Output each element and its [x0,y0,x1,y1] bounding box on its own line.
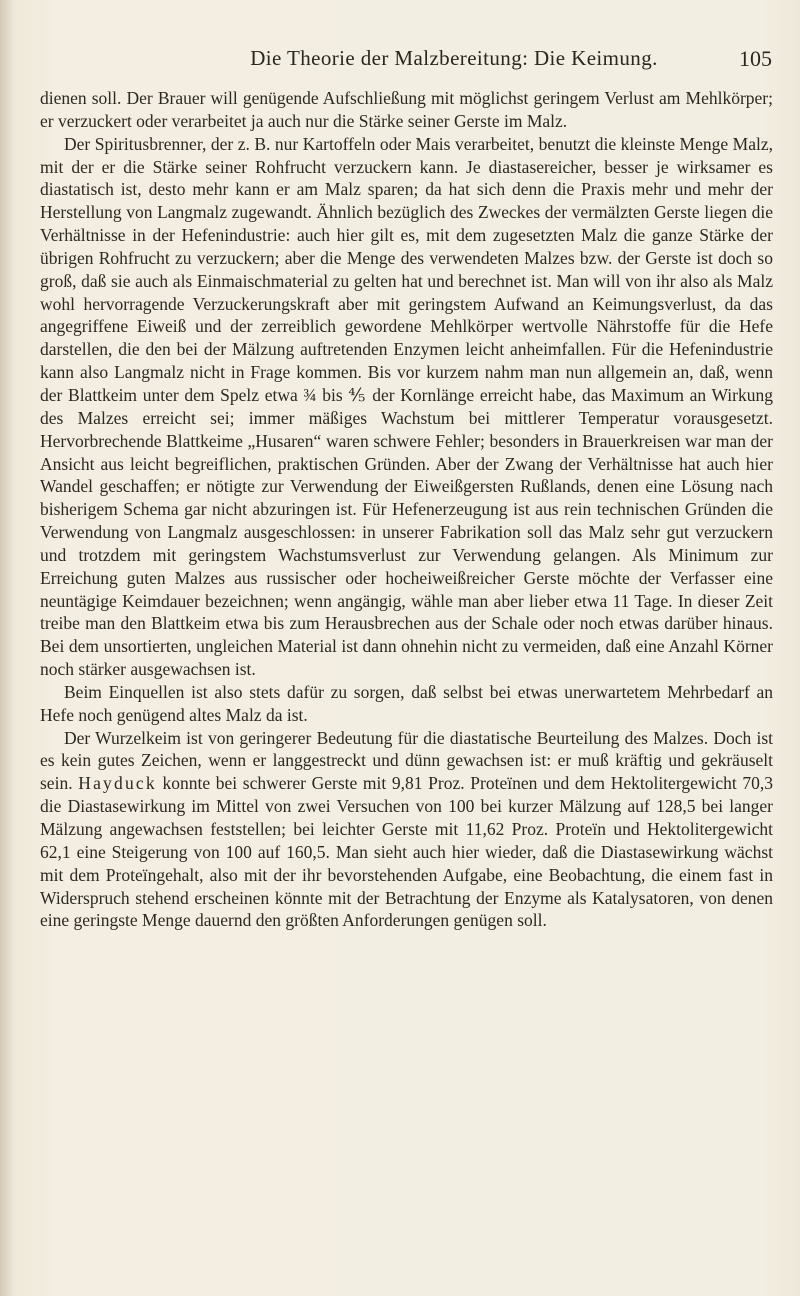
wurzelkeim-text-after: konnte bei schwerer Gerste mit 9,81 Proz. Proteïnen und dem Hektolitergewicht 70,3 die Diastasewirkung im Mittel von zwei Versuchen von 100 bei kurzer Mälzung auf 128,5 bei langer Mälzung angewachsen feststellen; bei leichter Gerste mit 11,62 Proz. Proteïn und Hektolitergewicht 62,1 eine Steigerung von 100 auf 160,5. Man sieht auch hier wieder, daß die Diastasewirkung wächst mit dem Proteïngehalt, also mit der ihr bevorstehenden Aufgabe, eine Beobachtung, die einem fast in Widerspruch stehend erscheinen könnte mit der Betrachtung der Enzyme als Katalysatoren, von denen eine geringste Menge dauernd den größten Anforderungen genügen soll. [40,773,774,931]
paragraph-continuation: dienen soll. Der Brauer will genügende Aufschließung mit möglichst geringem Verlust am Mehlkörper; er verzuckert oder verarbeitet ja auch nur die Stärke seiner Gerste im Malz. [40,88,773,131]
page-number: 105 [739,46,772,71]
paragraph-wurzelkeim [40,727,773,933]
author-name-hayduck: Hayduck [78,773,157,794]
running-head: Die Theorie der Malzbereitung: Die Keimung. [250,46,658,70]
body-text [40,87,773,932]
paragraph-spiritusbrenner: Der Spiritusbrenner, der z. B. nur Kartoffeln oder Mais verarbeitet, benutzt die kleinste Menge Malz, mit der er die Stärke seiner Rohfrucht verzuckern kann. Je diastasereicher, besser je wirksamer es diastatisch ist, desto mehr kann er am Malz sparen; da hat sich denn die Praxis mehr und mehr der Herstellung von Langmalz zugewandt. Ähnlich bezüglich des Zweckes der vermälzten Gerste liegen die Verhältnisse in der Hefenindustrie: auch hier gilt es, mit dem zugesetzten Malz die ganze Stärke der übrigen Rohfrucht zu verzuckern; aber die Menge des verwendeten Malzes bzw. der Gerste ist doch so groß, daß sie auch als Einmaischmaterial zu gelten hat und berechnet ist. Man will von ihr also als Malz wohl hervorragende Verzuckerungskraft aber mit geringstem Aufwand an Keimungsverlust, da das angegriffene Eiweiß und der zerreiblich gewordene Mehlkörper wertvolle Nährstoffe für die Hefe darstellen, die den bei der Mälzung auftretenden Enzymen leicht anheimfallen. Für die Hefenindustrie kann also Langmalz nicht in Frage kommen. Bis vor kurzem nahm man nun allgemein an, daß, wenn der Blattkeim unter dem Spelz etwa ¾ bis ⅘ der Kornlänge erreicht habe, das Maximum an Wirkung des Malzes erreicht sei; immer mäßiges Wachstum bei mittlerer Temperatur vorausgesetzt. Hervorbrechende Blattkeime „Husaren“ waren schwere Fehler; besonders in Brauerkreisen war man der Ansicht aus leicht begreiflichen, praktischen Gründen. Aber der Zwang der Verhältnisse hat auch hier Wandel geschaffen; er nötigte zur Verwendung der Eiweißgersten Rußlands, denen eine Lösung nach bisherigem Schema gar nicht abzuringen ist. Für Hefenerzeugung ist aus rein technischen Gründen die Verwendung von Langmalz ausgeschlossen: in unserer Fabrikation soll das Malz sehr gut verzuckern und trotzdem mit geringstem Wachstumsverlust zur Verwendung gelangen. Als Minimum zur Erreichung guten Malzes aus russischer oder hocheiweißreicher Gerste möchte der Verfasser eine neuntägige Keimdauer bezeichnen; wenn angängig, wähle man aber lieber etwa 11 Tage. In dieser Zeit treibe man den Blattkeim etwa bis zum Herausbrechen aus der Schale oder noch etwas darüber hinaus. Bei dem unsortierten, ungleichen Material ist dann ohnehin nicht zu vermeiden, daß eine Anzahl Körner noch stärker ausgewachsen ist. [40,133,773,680]
binding-shadow [0,0,14,1296]
wurzelkeim-text-before: Der Wurzelkeim ist von geringerer Bedeutung für die diastatische Beurteilung des Malzes. Doch ist es kein gutes Zeichen, wenn er langgestreckt und dünn gewachsen ist: er muß kräftig und gekräuselt sein. [40,727,773,794]
paragraph-einquellen: Beim Einquellen ist also stets dafür zu sorgen, daß selbst bei etwas unerwartetem Mehrbedarf an Hefe noch genügend altes Malz da ist. [40,681,773,725]
page-header [86,46,772,72]
